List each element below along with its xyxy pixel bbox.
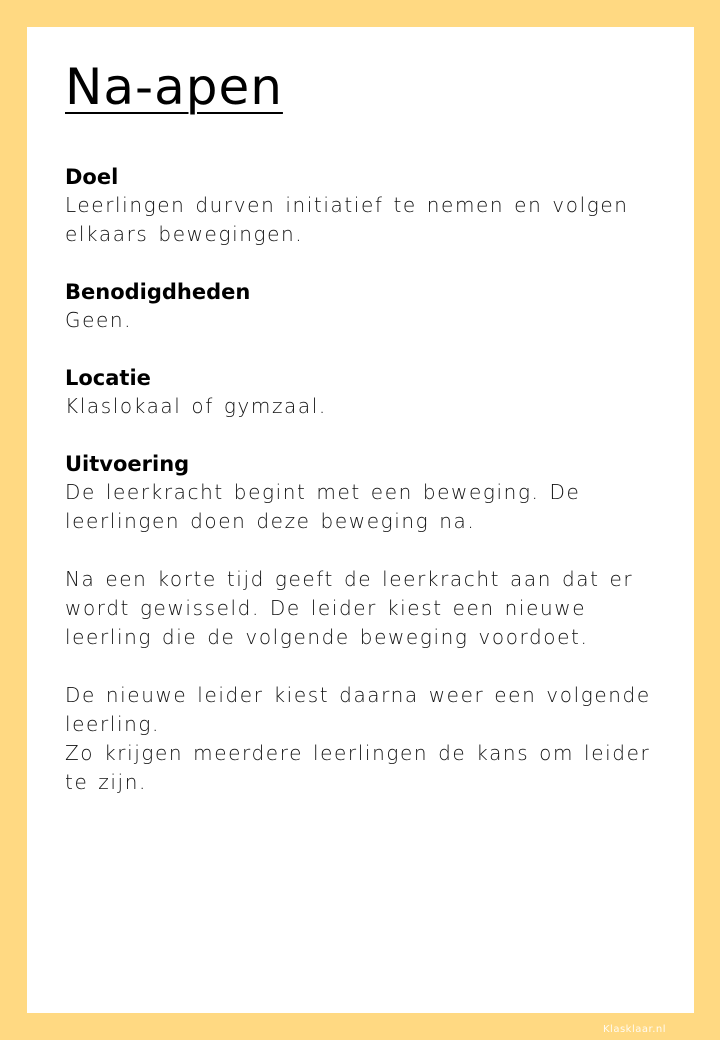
section-heading: Doel	[65, 165, 119, 189]
section-benodigdheden	[65, 278, 654, 335]
section-text: Zo krijgen meerdere leerlingen de kans om leider te zijn.	[65, 741, 651, 794]
section-text: De nieuwe leider kiest daarna weer een volgende leerling.	[65, 683, 651, 736]
section-text: De leerkracht begint met een beweging. De leerlingen doen deze beweging na.	[65, 480, 581, 533]
section-text: Geen.	[65, 308, 133, 332]
section-heading: Uitvoering	[65, 452, 190, 476]
activity-card	[27, 27, 694, 1013]
section-uitvoering	[65, 450, 654, 797]
page-title: Na-apen	[65, 58, 283, 116]
section-locatie	[65, 364, 654, 421]
card-content	[65, 163, 654, 797]
section-doel	[65, 163, 654, 249]
section-text: Na een korte tijd geeft de leerkracht aan dat er wordt gewisseld. De leider kiest een nieuwe leerling die de volgende beweging voordoet.	[65, 567, 634, 649]
section-heading: Benodigdheden	[65, 280, 251, 304]
section-text: Klaslokaal of gymzaal.	[65, 394, 327, 418]
section-text: Leerlingen durven initiatief te nemen en volgen elkaars bewegingen.	[65, 193, 629, 246]
section-heading: Locatie	[65, 366, 151, 390]
footer-credit: Klasklaar.nl	[603, 1024, 666, 1035]
